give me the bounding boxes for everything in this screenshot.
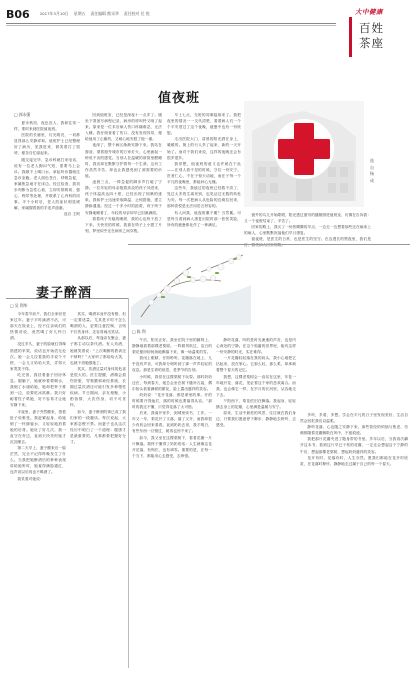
paragraph: 今年春节前夕，我们全家回老家过年。妻子平时滴酒不沾，可那天在饭桌上，经不住亲戚们的热情劝说，竟然喝了好几杯白酒。 xyxy=(10,312,66,341)
paragraph: 夏末秋初，夜色宜人，我和往常一样，准时来到医院值夜班。 xyxy=(14,121,80,132)
paragraph: 我常想，值夜班的意义也许就在于此——在别人看不见的时候，守住一份安宁。医者仁心，不在于惊天动地，而在于每一个平凡的夜晚里，都能问心无愧。 xyxy=(167,161,241,185)
paragraph: 花开有时，花落有时，人生亦然。愿我们都能在花开时欣赏，在花落时释怀，静静地走过属于自己的每一个春天。 xyxy=(300,455,408,466)
flower-illustration xyxy=(131,247,251,325)
paragraph: 我想，这棵老梨树会一直站在这里，年复一年地开花、落花，见证着这个家的悲欢离合。而我，也会像它一样，在岁月的长河里，从容地走下去。 xyxy=(216,374,296,397)
article1-column-4 xyxy=(244,212,371,248)
paragraph: 一片花瓣轻轻落在我的肩头，我小心地把它拈起来，放在掌心。它那么轻，那么柔，却承载着整个春天的记忆。 xyxy=(216,356,296,373)
hospital-photo-caption: 选自 杨 成 xyxy=(370,158,374,183)
article2-author: □ 吴 利华 xyxy=(10,303,28,308)
paragraph: 没过多久，妻子的脸就红得像熟透的苹果，说话也开始语无伦次。她一会儿拉着我的手说个不停，一会儿又哈哈大笑，弄得大家哭笑不得。 xyxy=(10,342,66,371)
flower-photo xyxy=(131,247,251,325)
header-meta xyxy=(40,11,150,17)
paragraph: 夕阳西下，梨花依旧在飘落。我起身，轻轻拂去身上的花瓣，心里满是温暖与安宁。 xyxy=(216,398,296,410)
article3-author: □ 陈 利 xyxy=(132,329,146,334)
article1-signature: 选自 王阿 xyxy=(63,212,80,217)
paragraph: 回家的路上，我买了一份热腾腾的早点，一边走一边想着那些还在病床上的病人，心里默默祝福他们早日康复。 xyxy=(244,225,371,236)
header-date: 2017年3月10日 xyxy=(39,11,69,16)
paragraph: 走出医院大门，清晨的阳光洒在身上，暖暖的。街上的行人多了起来，新的一天开始了。而对于我们来说，这样的夜晚还会有很多很多。 xyxy=(167,137,241,160)
paragraph: 我把那片花瓣夹进了随身带的书里。多年以后，当我再次翻开这本书，看到这片早已干枯的花瓣，一定还会想起这个宁静的午后，想起那棵老梨树，想起奶奶慈祥的笑容。 xyxy=(300,437,408,454)
article2-title: 妻子醉酒 xyxy=(36,286,93,301)
header-rule-thin xyxy=(6,25,336,26)
header-rule xyxy=(6,23,336,24)
paragraph: 如今，我又坐在这棵梨树下，看着花瓣一片片飘落。我终于懂得了奶奶的话：人生就像这花开花落，有绚烂，也有凋零。重要的是，在每一个当下，都能用心去感受，去珍惜。 xyxy=(132,435,212,458)
paragraph: 有人问我，值夜班累不累？当然累。可是每当看到病人康复出院时那一张张笑脸，所有的疲惫都化作了一种满足。 xyxy=(167,210,241,227)
paragraph: 后来，我离开家乡，到城里读书、工作。一年又一年，梨花开了又落，落了又开，而我却很少有机会回来看看。直到奶奶去世，我才明白，有些东西一旦错过，就再也回不来了。 xyxy=(132,411,212,434)
paragraph: 半夜里，妻子突然醒来，捂着肚子说难受。我赶紧起身，给她倒了一杯蜂蜜水，又轻轻地拍着她的后背。她吐了好几次，我一直守在旁边，直到天快亮时她才沉沉睡去。 xyxy=(10,409,66,444)
paragraph: 看着孩子安稳的睡颜，我的心也终于放了下来。天快亮的时候，我靠在椅子上小憩了片刻，梦里似乎还在病房之间穿梭。 xyxy=(85,216,162,233)
paragraph: 夜深了，整个病区渐渐安静下来。我站在窗前，望着窗外城市的万家灯火，心里涌起一种说不出的感觉。当别人在温暖的被窝里酣睡时，我们却在默默守护着每一个生命。这份工作虽然辛苦，却也让我感受到了被需要的价值。 xyxy=(85,143,162,178)
header-weekday: 星期五 xyxy=(73,11,86,16)
paragraph: 其实，饮酒过量对身体的危害是很大的。医生提醒，酒精会损伤肝脏、胃黏膜和神经系统，长期过量饮酒还可能引发多种慢性疾病。节日期间，亲友相聚，小酌怡情，大饮伤身，切不可贪杯。 xyxy=(70,366,126,408)
paragraph: 早上七点，交班的同事陆续来了。我把夜里的情况一一交代清楚，看着病人们一个个平安度过了这个夜晚，疲惫中也有一份欣慰。 xyxy=(167,113,241,136)
paragraph: 静听花落，听的是时光流逝的声音，也是内心深处的宁静。在这个喧嚣的世界里，能有这样一份安静的时光，实在难得。 xyxy=(216,338,296,355)
article3-column-2 xyxy=(216,337,296,671)
paragraph: 窗外的鸟儿开始歌唱，阳光透过窗帘的缝隙照进值班室，仿佛在告诉我：又一个夜班结束了，辛苦了。 xyxy=(244,213,371,224)
paragraph: 奶奶说：“花开花落，都是命里的事。开的时候要开得灿烂，落的时候也要落得从容。”那时的我还不懂，只觉得花落了太可惜。 xyxy=(132,392,212,410)
paragraph: 这些年，我值过的夜班已经数不清了，见过太多的生离死别，也见证过无数的转危为安。每一次把病人从危险的边缘拉回来，那种喜悦是无法用语言形容的。 xyxy=(167,186,241,209)
paragraph: 午后，阳光正好。我坐在院子里的藤椅上，静静地看着那棵老梨树。一阵微风吹过，洁白的梨花便纷纷扬扬地飘落下来，像一场温柔的雪。 xyxy=(132,338,212,355)
paragraph: 我闭上眼睛，仔细聆听。花瓣落在地上，几乎没有声音，可我却分明听到了那一声声轻轻的叹息。那是生命的低语，是季节的告别。 xyxy=(132,356,212,373)
masthead-brand: 大中健康 xyxy=(355,8,383,16)
paragraph: 静听花落，心也随之安静下来。那些曾经的烦恼与焦虑，仿佛都随着花瓣飘散在风中，不留痕迹。 xyxy=(300,425,408,436)
hospital-illustration xyxy=(244,101,364,207)
paragraph: 从那以后，每逢亲友聚会，妻子都主动以茶代酒。有人劝酒，她就笑着说：“上次喝醉的教训还不够吗？”大家听了都哈哈大笑，也就不再勉强她了。 xyxy=(70,336,126,365)
article1-column-3 xyxy=(167,112,241,240)
paragraph: 小时候，我常在这棵梨树下玩耍。那时奶奶还在，每到春天，她总会坐在树下缝补衣裳，偶尔抬头看看满树的繁花，脸上露出慈祥的笑容。 xyxy=(132,374,212,391)
masthead-title-line2: 茶座 xyxy=(359,36,384,50)
masthead-title-line1: 百姓 xyxy=(359,21,384,35)
hospital-photo xyxy=(244,101,364,207)
article2-column-1 xyxy=(10,311,66,671)
article3-column-3 xyxy=(300,412,408,671)
paragraph: 多听，多看，多想。学会在平凡的日子里发现美好，生活自然会回报我们以温柔。 xyxy=(300,413,408,424)
article1-author: □ 郭永强 xyxy=(14,112,31,117)
paragraph: 我笑着对她说： xyxy=(17,476,44,481)
paragraph: 回到值班室，已经是深夜十一点多了。刚坐下准备写病程记录，病房的呼叫铃又响了起来。原来是一位术后病人伤口疼痛难忍，无法入睡。我仔细查看了伤口，没有发现异常，便给他用了止痛药，又耐心地安慰了他一番。 xyxy=(85,113,162,142)
paragraph: 刚交接完毕，急诊科就打来电话，说有一位老人胸闷气短，需要马上会诊。我顾不上喝口水，拿起听诊器就往急诊室跑。老人面色苍白，呼吸急促，家属焦急地守在床边。经过检查，我初步判断为急性心衰，立即安排吸氧、强心、利尿等处理，并联系了心内科的同事。半个小时后，老人的症状明显缓解，家属握着我的手连声道谢。 xyxy=(14,157,80,211)
paragraph: 医院的长廊里，灯光明亮，一切都显得那么安静祥和。值班护士已经整理好了病历，见我进来，微笑着打了招呼，便各自忙碌起来。 xyxy=(14,133,80,156)
column-masthead xyxy=(337,3,412,63)
paragraph: 吃完饭，我扶着妻子回房休息。刚躺下，她就吵着要喝水，我倒了水递给她，她却把杯子推到一边，说要吃冰淇淋。我只好耐着性子哄她，好不容易才让她安静下来。 xyxy=(10,372,66,408)
article1-title: 值夜班 xyxy=(158,91,201,106)
paragraph: 凌晨三点，一阵急促的脚步声打破了宁静。一位年轻的母亲抱着高烧的孩子冲进来，孩子体温高达四十度，已经出现了惊厥的迹象。我和护士迅速采取降温、止惊措施，建立静脉通道。经过一个多小时的抢救，孩子终于安静地睡着了，年轻的母亲却早已泪流满面。 xyxy=(85,180,162,215)
page-header xyxy=(6,6,150,22)
paragraph: 值夜班，是医生的日常，也是医生的坚守。在这漫长的黑夜里，我们是灯，照亮病人回家的路。 xyxy=(244,237,371,248)
header-designer: 责任校对 任 悦 xyxy=(123,11,150,16)
paragraph: 原来，生活中最美的风景，往往就在我们身边，只要我们愿意停下脚步，静静地去聆听、去感受。 xyxy=(216,411,296,428)
section-divider xyxy=(128,244,410,245)
column-divider xyxy=(128,298,129,668)
paragraph: 其实，喝酒本身并没有错，但一定要适量。尤其是平时不怎么喝酒的人，更要注意控制，否则不仅伤身体，还容易闹出笑话。 xyxy=(70,312,126,335)
masthead-accent-bar xyxy=(349,17,352,57)
article2-column-2 xyxy=(70,311,126,671)
paragraph: 如今，妻子醉酒的事已成了我们家的一段趣谈。每次说起，大家都忍俊不禁。而妻子也从这次经历中明白了一个道理：健康才是最重要的，凡事都要把握好分寸。 xyxy=(70,409,126,444)
article3-column-1 xyxy=(132,337,212,671)
paragraph: 第二天早上，妻子醒来后一脸茫然，完全不记得昨晚发生了什么。当我把她醉酒后的种种表现讲给她听时，她羞得满脸通红，连声说以后再也不喝酒了。 xyxy=(10,446,66,475)
header-editor: 责任编辑 熊采华 xyxy=(90,11,119,16)
page-number: B06 xyxy=(6,7,30,21)
article1-column-1 xyxy=(14,120,80,295)
